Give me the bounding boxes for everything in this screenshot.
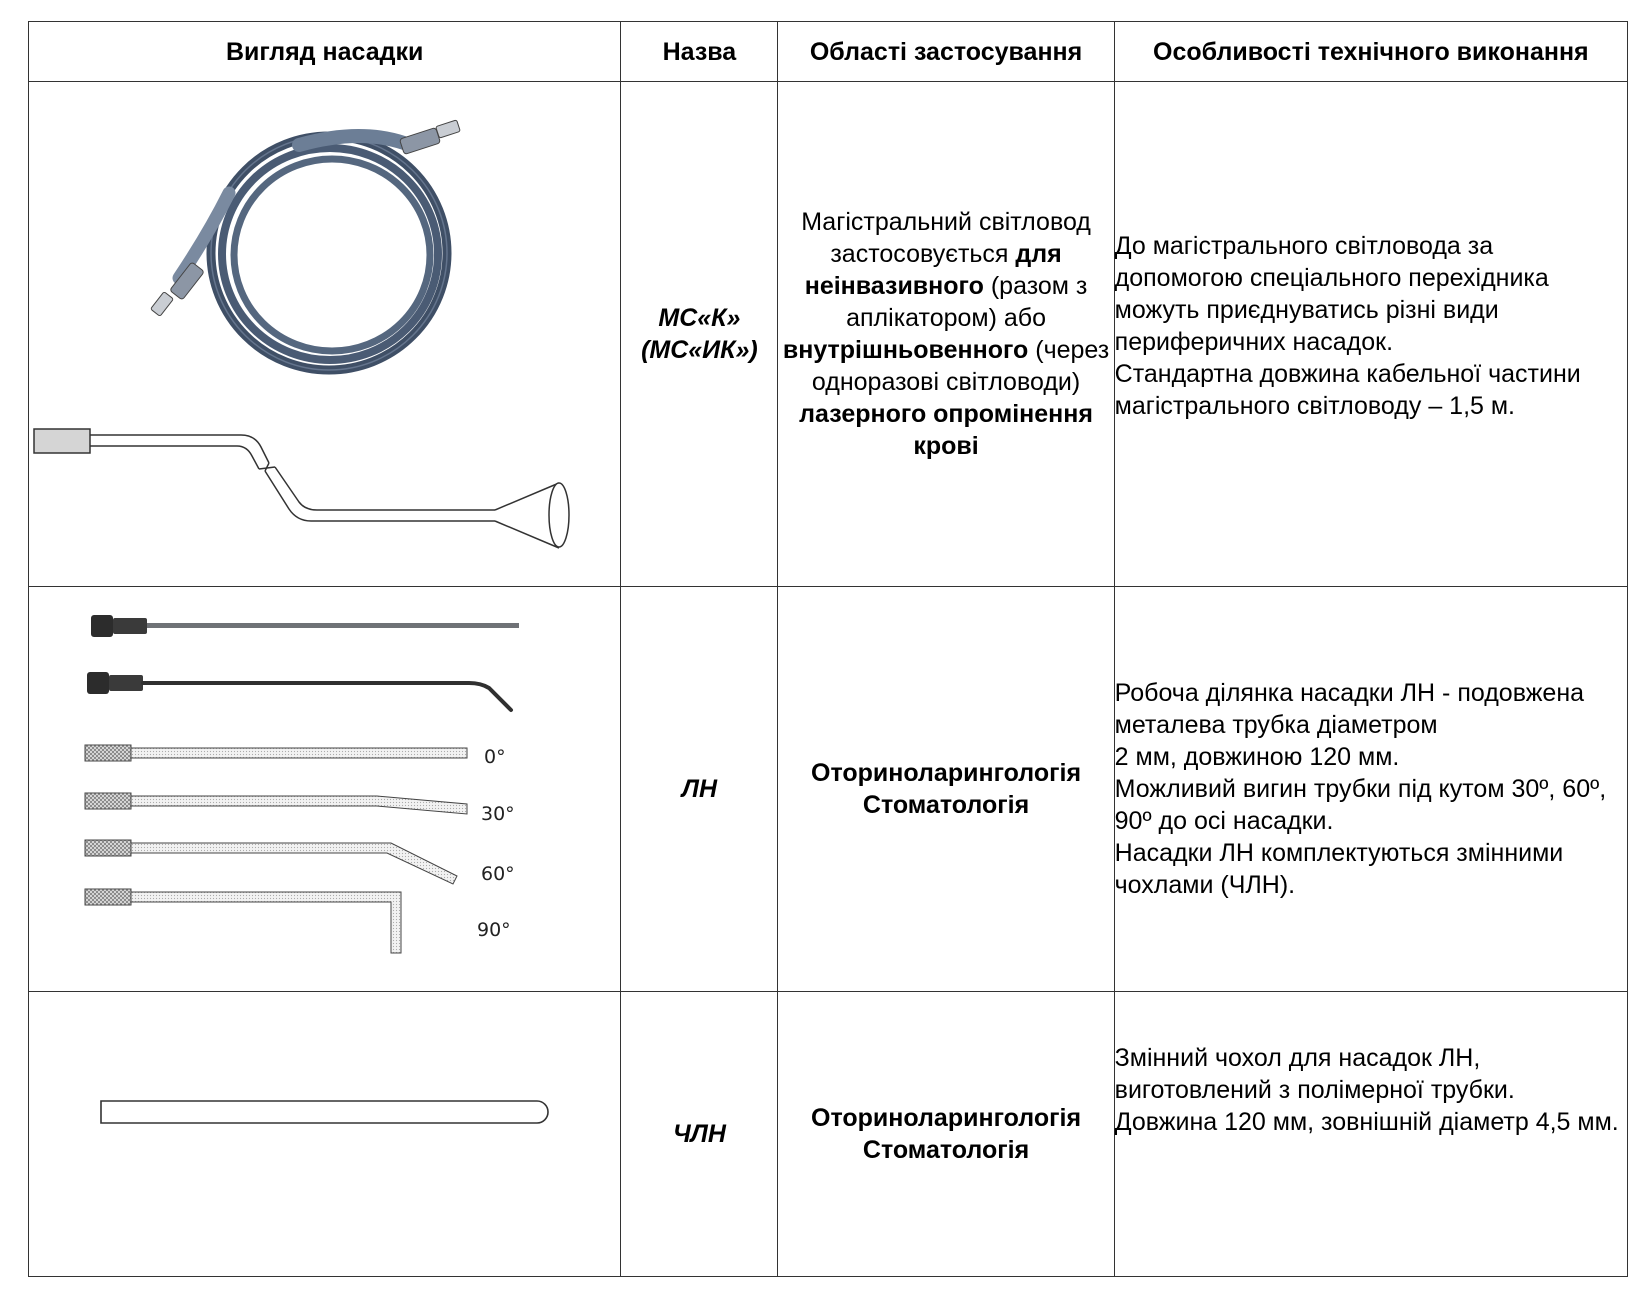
angle-label-90: 90°	[477, 918, 511, 941]
area-text-3: внутрішньовенного	[782, 336, 1029, 364]
technical-features-cell	[1114, 82, 1627, 587]
feature-line: 2 мм, довжиною 120 мм.	[1114, 743, 1400, 771]
nozzle-spec-table	[28, 21, 1628, 1277]
header-features: Особливості технічного виконання	[1114, 22, 1627, 82]
application-area-cell	[778, 587, 1114, 992]
main-lightguide-image-cell	[29, 82, 621, 587]
area-text-0: Магістральний світловод застосовується	[801, 208, 1091, 268]
area-line: Оториноларингологія	[811, 759, 1082, 787]
feature-line: Довжина 120 мм, зовнішній діаметр 4,5 мм.	[1114, 1108, 1619, 1136]
area-text-2: (разом з аплікатором) або	[846, 272, 1088, 332]
nozzle-name-cell	[621, 992, 778, 1277]
table-row	[29, 82, 1628, 587]
feature-line: Робоча ділянка насадки ЛН - подовжена металева трубка діаметром	[1114, 679, 1585, 739]
feature-line: Насадки ЛН комплектуються змінними чохлами (ЧЛН).	[1114, 839, 1564, 899]
chln-cover-image-cell	[29, 992, 621, 1277]
angle-label-60: 60°	[481, 862, 515, 885]
technical-features-cell	[1114, 992, 1627, 1277]
angle-label-0: 0°	[484, 745, 506, 768]
header-name: Назва	[621, 22, 778, 82]
area-line: Стоматологія	[862, 791, 1030, 819]
application-area-cell	[778, 82, 1114, 587]
technical-features-cell	[1114, 587, 1627, 992]
nozzle-name: МС«К»	[658, 304, 741, 332]
header-areas: Області застосування	[778, 22, 1114, 82]
area-text-4: (через одноразові світловоди)	[811, 336, 1110, 396]
application-area-cell	[778, 992, 1114, 1277]
table-row	[29, 992, 1628, 1277]
table-row	[29, 587, 1628, 992]
ln-nozzles-image-cell	[29, 587, 621, 992]
ln-nozzles-drawing	[29, 588, 619, 991]
area-text-5: лазерного опромінення крові	[799, 400, 1093, 460]
area-text-1: для неінвазивного	[804, 240, 1062, 300]
feature-line: До магістрального світловода за допомогою спеціального перехідника можуть приєднуватись різні види периферичних насадок.	[1114, 232, 1549, 356]
nozzle-name: ЧЛН	[672, 1120, 726, 1148]
angle-label-30: 30°	[481, 802, 515, 825]
header-view: Вигляд насадки	[29, 22, 621, 82]
feature-line: Стандартна довжина кабельної частини магістрального світловоду – 1,5 м.	[1114, 360, 1581, 420]
header-row	[29, 22, 1628, 82]
nozzle-name-alt: (МС«ИК»)	[641, 336, 758, 364]
main-lightguide-and-applicator-drawing	[29, 83, 619, 586]
nozzle-name-cell	[621, 82, 778, 587]
area-line: Оториноларингологія	[811, 1104, 1082, 1132]
nozzle-name: ЛН	[681, 775, 718, 803]
nozzle-name-cell	[621, 587, 778, 992]
feature-line: Можливий вигин трубки під кутом 30º, 60º, 90º до осі насадки.	[1114, 775, 1607, 835]
chln-cover-drawing	[29, 993, 619, 1276]
feature-line: Змінний чохол для насадок ЛН, виготовлений з полімерної трубки.	[1114, 1044, 1515, 1104]
area-line: Стоматологія	[862, 1136, 1030, 1164]
